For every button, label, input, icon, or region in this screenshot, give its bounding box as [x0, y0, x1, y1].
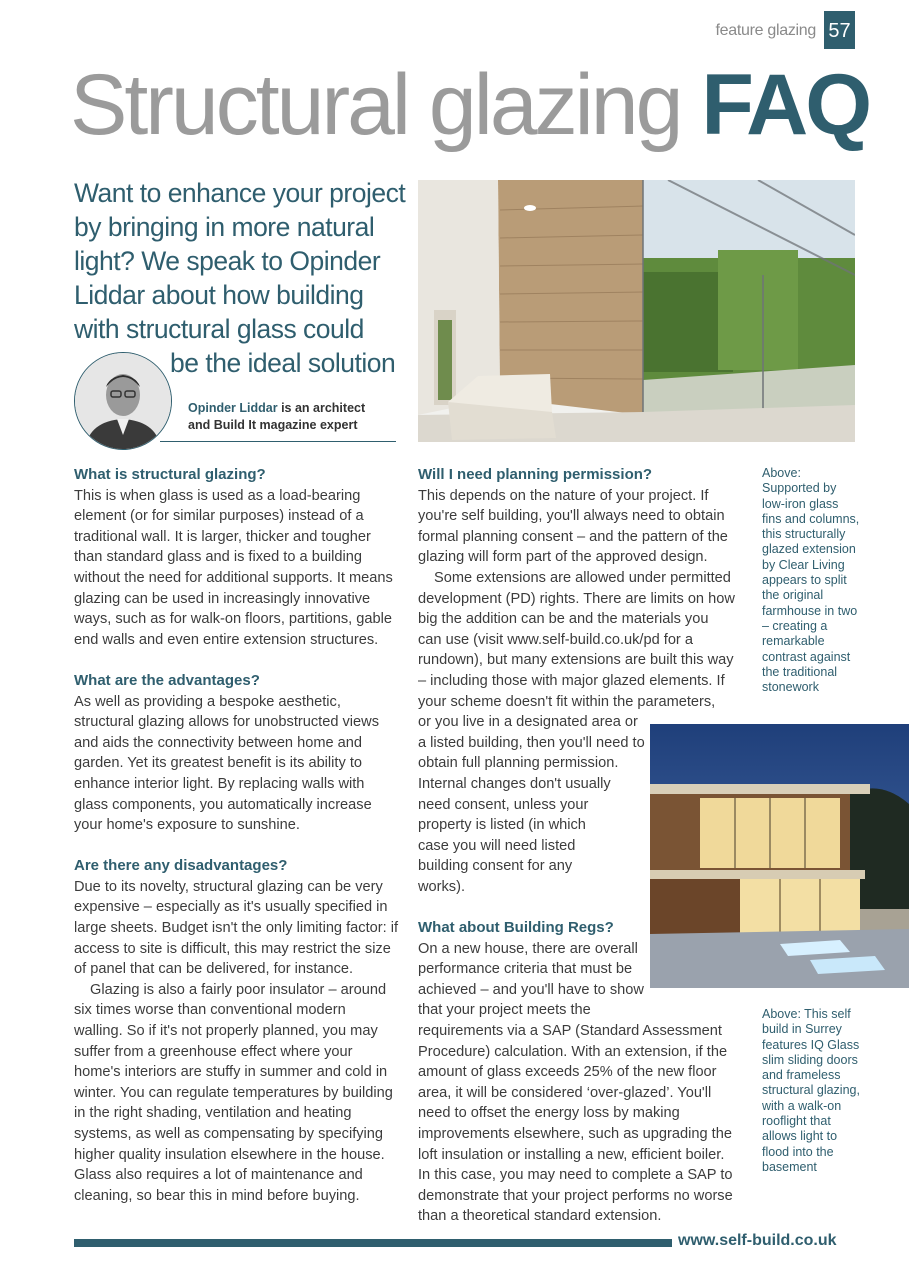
section-label: feature glazing	[715, 22, 816, 39]
answer-paragraph: This is when glass is used as a load-bearing element (or for similar purposes) instead of a traditional wall. It is larger, thicker and tougher than standard glass and is fixed to a building without the need for additional supports. It means glazing can be used in increasingly innovative ways, such as for walk-on floors, partitions, gable end walls and even entire extension structures.	[74, 487, 393, 648]
question-heading: Are there any disadvantages?	[74, 857, 288, 875]
footer-url[interactable]: www.self-build.co.uk	[678, 1232, 837, 1249]
standfirst-line: with structural glass could	[74, 314, 364, 344]
author-avatar	[74, 352, 172, 450]
answer-paragraph: As well as providing a bespoke aesthetic, structural glazing allows for unobstructed views and aids the connectivity between home and garden. Yet its greatest benefit is its ability to enhance interior light. By replacing walls with glass components, you automatically increase your home's exposure to sunshine.	[74, 693, 379, 834]
question-heading: Will I need planning permission?	[418, 466, 653, 483]
page-title	[70, 52, 869, 160]
question-heading: What about Building Regs?	[418, 919, 614, 937]
standfirst-line: by bringing in more natural	[74, 212, 375, 242]
question-heading: What are the advantages?	[74, 671, 260, 689]
standfirst-line: light? We speak to Opinder	[74, 246, 381, 276]
author-name: Opinder Liddar	[188, 401, 278, 415]
author-bio-text: and Build It magazine expert	[188, 418, 358, 432]
standfirst-line: be the ideal solution	[170, 348, 396, 378]
author-bio	[188, 400, 398, 434]
title-bold: FAQ	[701, 57, 870, 153]
answer-paragraph: On a new house, there are overall performance criteria that must be achieved – and you'll have to show that your project meets the	[418, 940, 644, 1019]
answer-paragraph: Internal changes don't usually need consent, unless your property is listed (in which case you will need listed building consent for any works).	[418, 775, 611, 895]
answer-paragraph: or you live in a designated area or a listed building, then you'll need to obtain full planning permission.	[418, 714, 645, 772]
standfirst	[74, 176, 414, 380]
photo-caption: Above: This self build in Surrey features IQ Glass slim sliding doors and frameless structural glazing, with a walk-on rooflight that allows light to flood into the basement	[762, 1007, 860, 1174]
author-divider	[160, 441, 396, 442]
article-column-2	[418, 465, 736, 1227]
answer-paragraph: Glazing is also a fairly poor insulator – around six times worse than conventional modern walling. So if it's not properly planned, you may suffer from a greenhouse effect where your home's interiors are stuffy in summer and cold in winter. You can regulate temperatures by building in the right shading, ventilation and heating systems, as well as compensating by specifying higher quality insulation elsewhere in the house. Glass also requires a lot of maintenance and cleaning, so bear this in mind before buying.	[74, 981, 393, 1204]
answer-paragraph: Some extensions are allowed under permitted development (PD) rights. There are limits on how big the addition can be and the materials you can use (visit www.self-build.co.uk/pd for a rundown), but many extensions are built this way – including those with major glazed elements. If your scheme doesn't fit within the parameters,	[418, 569, 735, 710]
glazed-extension-photo	[418, 180, 855, 442]
standfirst-line: Want to enhance your project	[74, 178, 406, 208]
question-heading: What is structural glazing?	[74, 466, 266, 483]
answer-paragraph: requirements via a SAP (Standard Assessment Procedure) calculation. With an extension, if the amount of glass exceeds 25% of the new floor area, it will be considered ‘over-glazed’. You'll need to offset the energy loss by making improvements elsewhere, such as upgrading the loft insulation or installing a new, efficient boiler. In this case, you may need to complete a SAP to demonstrate that your project performs no worse than a theoretical standard extension.	[418, 1023, 733, 1225]
page-number: 57	[824, 11, 855, 49]
answer-paragraph: This depends on the nature of your project. If you're self building, you'll always need to obtain formal planning consent – and the pattern of the glazing will form part of the approved design.	[418, 487, 728, 566]
footer-bar	[74, 1239, 672, 1247]
answer-paragraph: Due to its novelty, structural glazing can be very expensive – especially as it's usually specified in large sheets. Budget isn't the only limiting factor: if access to site is difficult, this may restrict the size of panel that can be delivered, for instance.	[74, 878, 399, 978]
photo-caption: Above: Supported by low-iron glass fins and columns, this structurally glazed extension by Clear Living appears to split the original farmhouse in two – creating a remarkable contrast against the traditional stonework	[762, 466, 860, 695]
author-bio-text: is an architect	[277, 401, 366, 415]
standfirst-line: Liddar about how building	[74, 280, 364, 310]
article-column-1	[74, 465, 398, 1206]
title-light: Structural glazing	[70, 57, 681, 153]
